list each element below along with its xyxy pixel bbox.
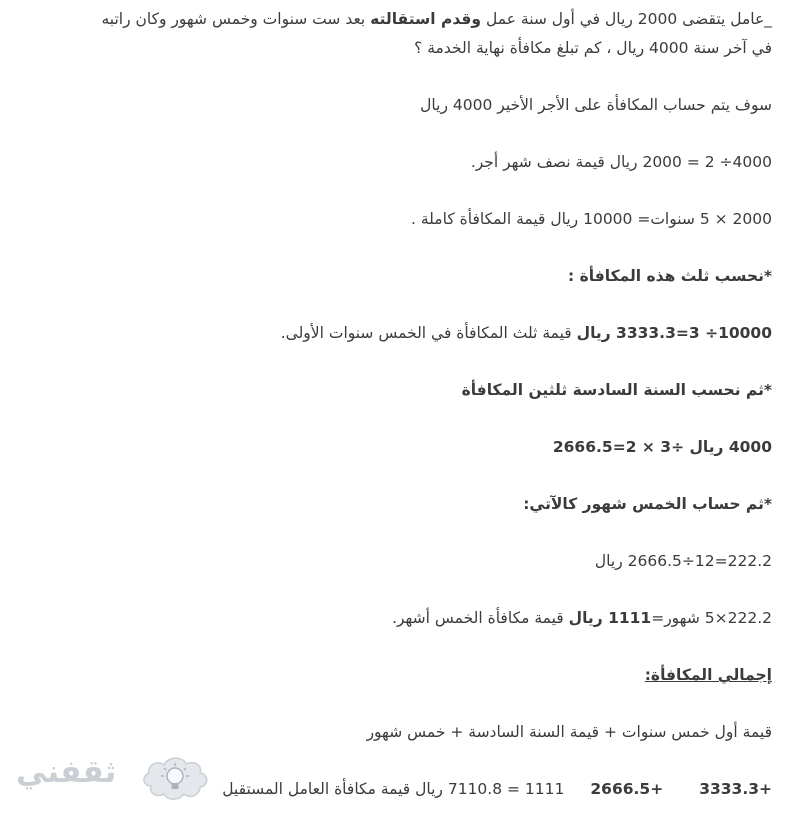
watermark-logo bbox=[14, 752, 209, 810]
heading-total: إجمالي المكافأة: bbox=[644, 666, 772, 684]
question-line-1 bbox=[102, 8, 773, 30]
total-sixth-year-bold: 2666.5+ bbox=[590, 780, 664, 798]
five-months-desc: قيمة مكافأة الخمس أشهر. bbox=[392, 609, 569, 627]
heading-third: *نحسب ثلث هذه المكافأة : bbox=[568, 267, 772, 285]
five-months-calc: 222.2×5 شهور= bbox=[651, 609, 772, 627]
question-bold-text: وقدم استقالته bbox=[370, 10, 482, 28]
question-text-end: بعد ست سنوات وخمس شهور وكان راتبه bbox=[101, 10, 371, 28]
lightbulb-icon bbox=[137, 752, 217, 808]
step-five-months-value bbox=[392, 607, 772, 629]
step-full-reward: 2000 × 5 سنوات= 10000 ريال قيمة المكافأة كاملة . bbox=[411, 210, 772, 228]
question-line-2: في آخر سنة 4000 ريال ، كم تبلغ مكافأة نهاية الخدمة ؟ bbox=[414, 39, 772, 57]
heading-five-months: *ثم حساب الخمس شهور كالآتي: bbox=[523, 495, 772, 513]
heading-sixth-year: *ثم نحسب السنة السادسة ثلثين المكافأة bbox=[461, 381, 772, 399]
five-months-bold: 1111 ريال bbox=[568, 609, 652, 627]
step-third-value bbox=[281, 322, 772, 344]
logo-text: ثقفني bbox=[16, 754, 117, 790]
step-half-month: 4000÷ 2 = 2000 ريال قيمة نصف شهر أجر. bbox=[470, 153, 772, 171]
third-value-bold: 10000÷ 3=3333.3 ريال bbox=[576, 324, 772, 342]
step-month-value: 222.2=12÷2666.5 ريال bbox=[594, 552, 772, 570]
total-third-bold: 3333.3+ bbox=[699, 780, 772, 798]
step-sixth-year-value: 4000 ريال ÷3 × 2=2666.5 bbox=[552, 438, 772, 456]
step-base-salary: سوف يتم حساب المكافأة على الأجر الأخير 4000 ريال bbox=[420, 96, 772, 114]
third-value-desc: قيمة ثلث المكافأة في الخمس سنوات الأولى. bbox=[280, 324, 577, 342]
step-total-formula: قيمة أول خمس سنوات + قيمة السنة السادسة + خمس شهور bbox=[366, 723, 772, 741]
question-text: _عامل يتقضى 2000 ريال في أول سنة عمل bbox=[481, 10, 772, 28]
step-total-result bbox=[222, 778, 772, 800]
total-result-desc: 1111 = 7110.8 ريال قيمة مكافأة العامل المستقيل bbox=[222, 780, 565, 798]
